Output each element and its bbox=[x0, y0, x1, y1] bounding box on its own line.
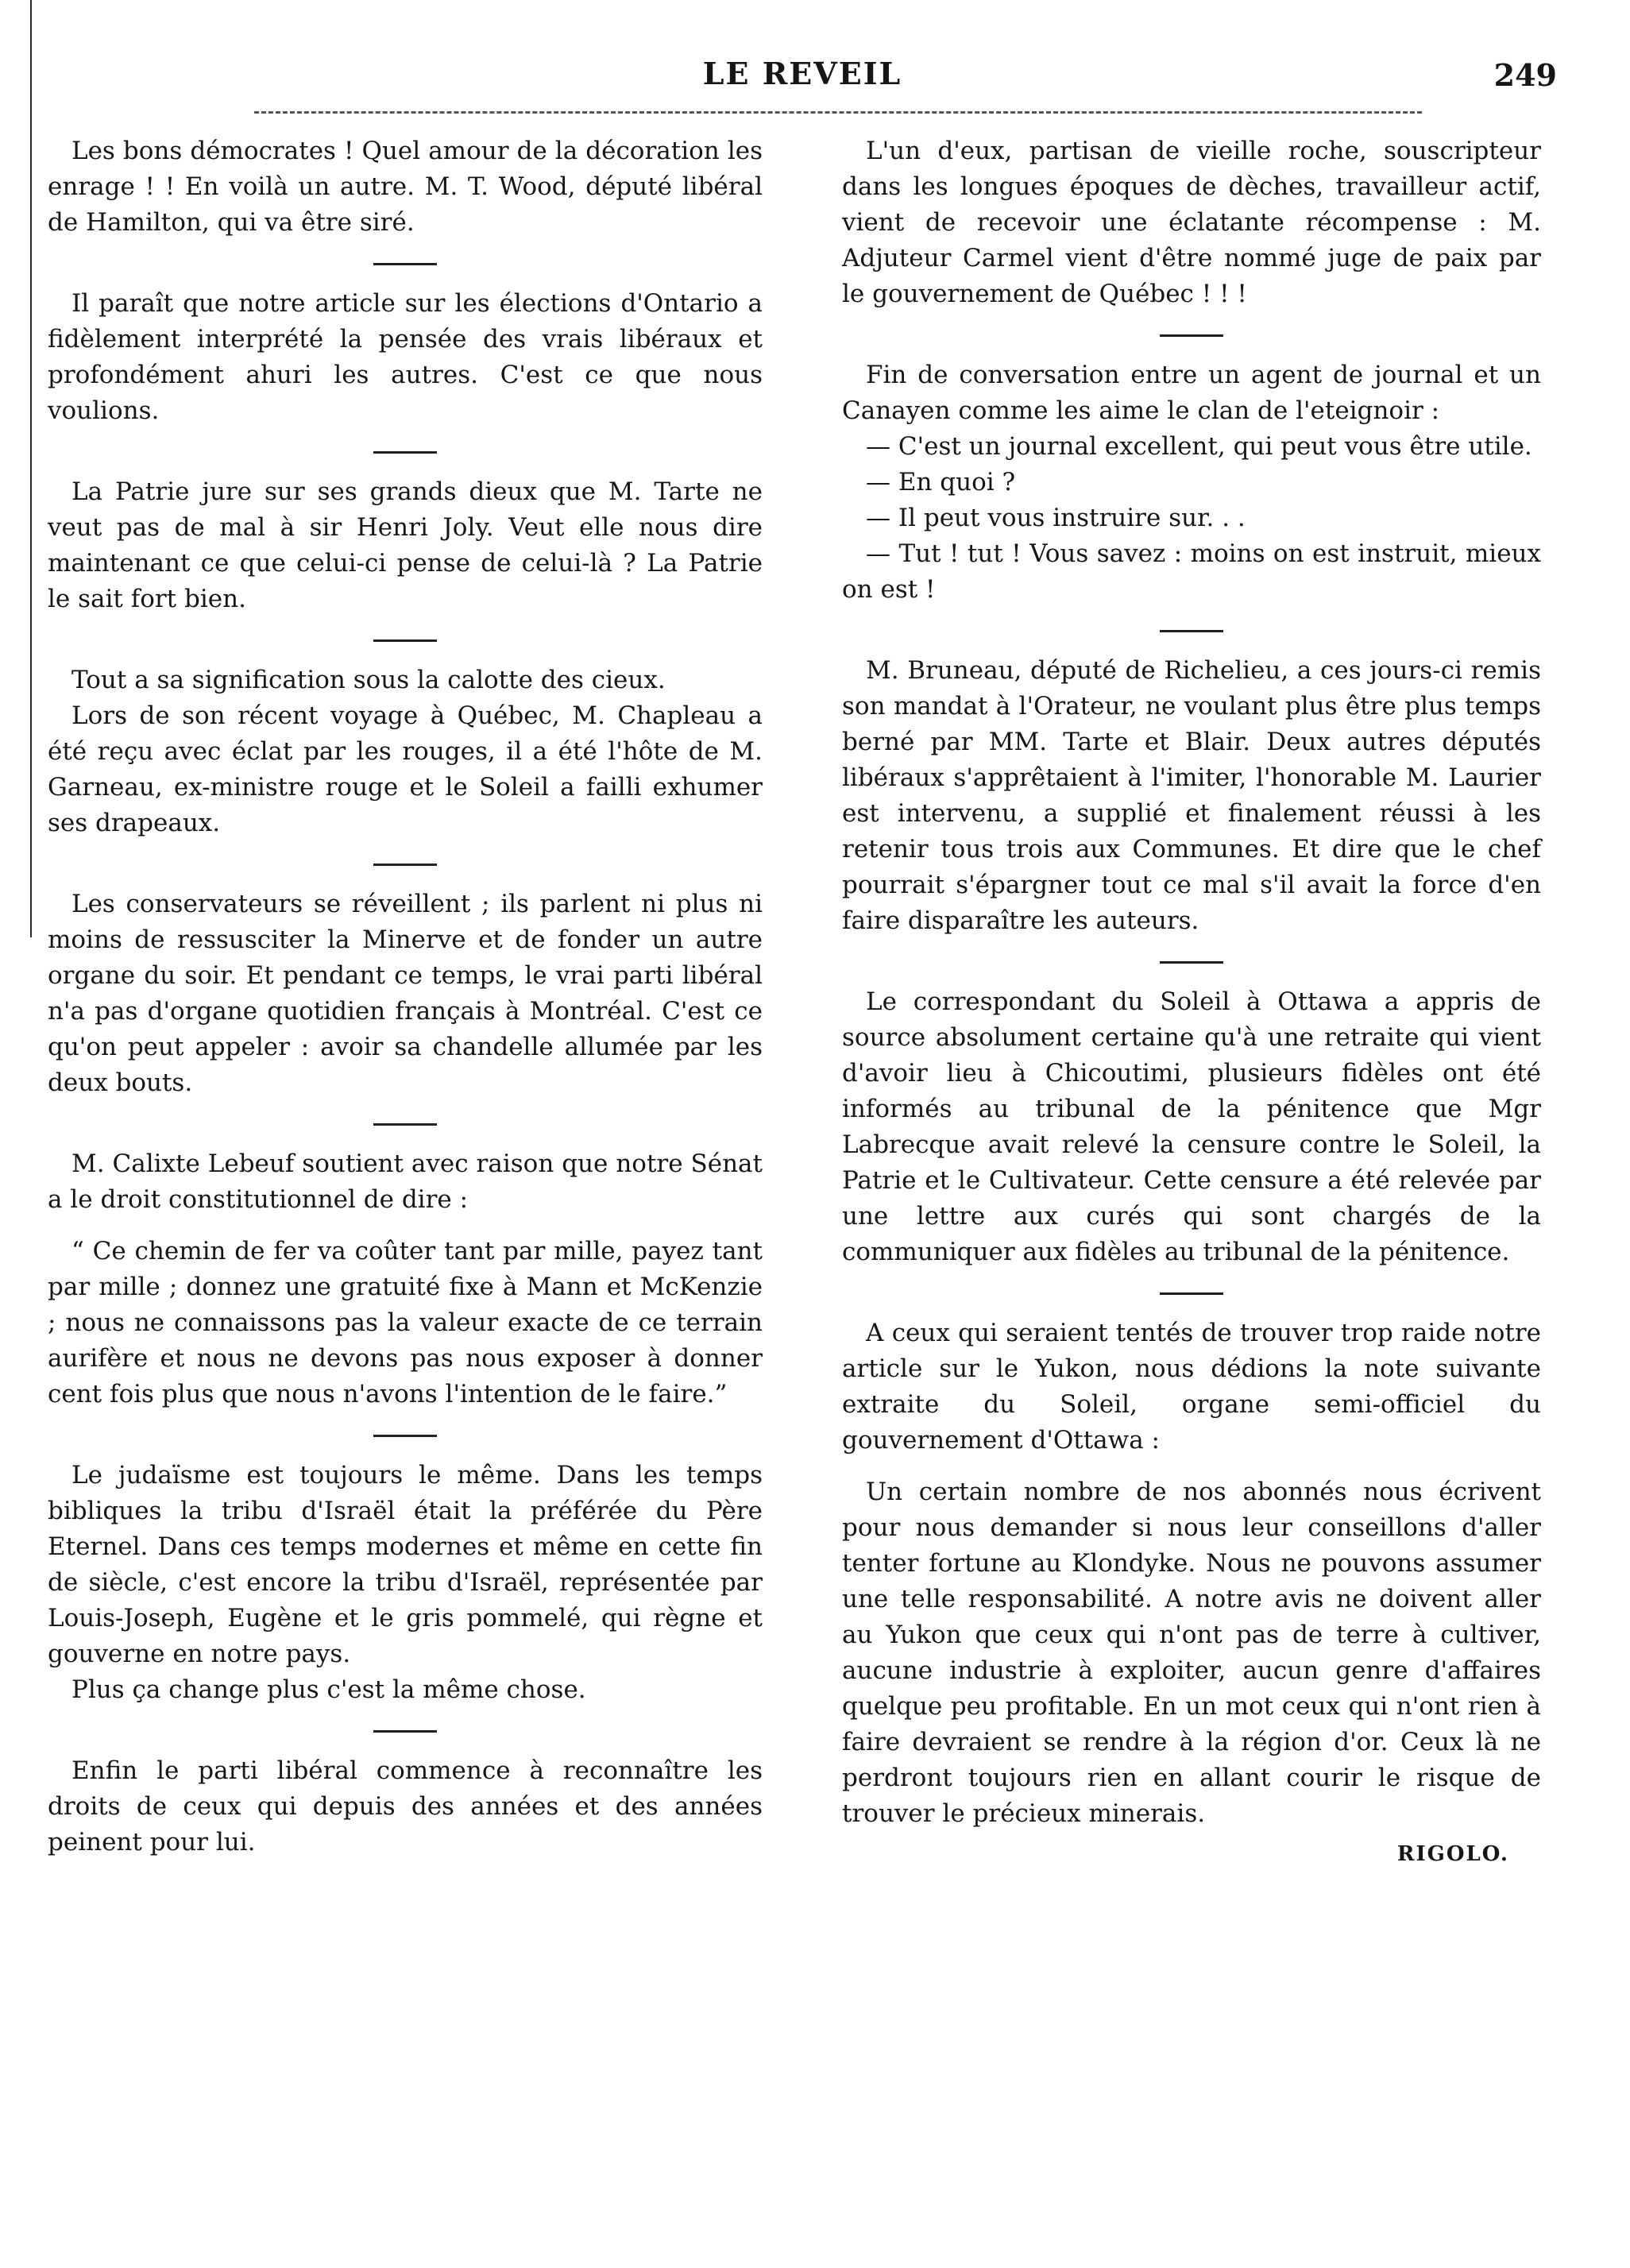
separator-rule bbox=[373, 864, 437, 866]
separator-rule bbox=[1160, 1292, 1223, 1295]
paragraph: Il paraît que notre article sur les élections d'Ontario a fidèlement interprété la pensée des vrais libéraux et profondément ahuri les autres. C'est ce que nous voulions. bbox=[48, 289, 763, 425]
dialogue-line: — En quoi ? bbox=[866, 468, 1016, 496]
left-column bbox=[48, 133, 763, 1860]
separator-rule bbox=[373, 263, 437, 265]
separator-rule bbox=[373, 1123, 437, 1126]
separator-rule bbox=[373, 1730, 437, 1733]
dialogue-line: — Il peut vous instruire sur. . . bbox=[866, 504, 1246, 532]
paragraph: Les bons démocrates ! Quel amour de la décoration les enrage ! ! En voilà un autre. M. T. Wood, député libéral de Hamilton, qui va être siré. bbox=[48, 137, 763, 237]
dialogue-line: — Tut ! tut ! Vous savez : moins on est instruit, mieux on est ! bbox=[842, 539, 1541, 604]
paragraph: M. Bruneau, député de Richelieu, a ces jours-ci remis son mandat à l'Orateur, ne voulant plus être plus temps berné par MM. Tarte et Blair. Deux autres députés libéraux s'apprêtaient à l'imiter, l'honorable M. Laurier est intervenu, a supplié et finalement réussi à les retenir tous trois aux Communes. Et dire que le chef pourrait s'épargner tout ce mal s'il avait la force d'en faire disparaître les auteurs. bbox=[842, 656, 1541, 935]
page-header bbox=[48, 52, 1557, 100]
header-rule bbox=[254, 111, 1422, 114]
paragraph: La Patrie jure sur ses grands dieux que M. Tarte ne veut pas de mal à sir Henri Joly. Veut elle nous dire maintenant ce que celui-ci pense de celui-là ? La Patrie le sait fort bien. bbox=[48, 477, 763, 613]
separator-rule bbox=[373, 1435, 437, 1437]
paragraph: Plus ça change plus c'est la même chose. bbox=[71, 1675, 586, 1704]
quotation: “ Ce chemin de fer va coûter tant par mille, payez tant par mille ; donnez une gratuité fixe à Mann et McKenzie ; nous ne connaissons pas la valeur exacte de ce terrain aurifère et nous ne devons pas nous exposer à donner cent fois plus que nous n'avons l'intention de le faire.” bbox=[48, 1237, 763, 1408]
quotation: Un certain nombre de nos abonnés nous écrivent pour nous demander si nous leur conseillons d'aller tenter fortune au Klondyke. Nous ne pouvons assumer une telle responsabilité. A notre avis ne doivent aller au Yukon que ceux qui n'ont pas de terre à cultiver, aucune industrie à exploiter, aucun genre d'affaires quelque peu profitable. En un mot ceux qui n'ont rien à faire devraient se rendre à la région d'or. Ceux là ne perdront toujours rien en allant courir le risque de trouver le précieux minerais. bbox=[842, 1478, 1541, 1828]
separator-rule bbox=[373, 639, 437, 642]
paragraph: Les conservateurs se réveillent ; ils parlent ni plus ni moins de ressusciter la Minerve et de fonder un autre organe du soir. Et pendant ce temps, le vrai parti libéral n'a pas d'organe quotidien français à Montréal. C'est ce qu'on peut appeler : avoir sa chandelle allumée par les deux bouts. bbox=[48, 890, 763, 1097]
page-number: 249 bbox=[1493, 57, 1557, 93]
paragraph: Lors de son récent voyage à Québec, M. Chapleau a été reçu avec éclat par les rouges, il a été l'hôte de M. Garneau, ex-ministre rouge et le Soleil a failli exhumer ses drapeaux. bbox=[48, 701, 763, 837]
paragraph: M. Calixte Lebeuf soutient avec raison que notre Sénat a le droit constitutionnel de dire : bbox=[48, 1149, 763, 1214]
paragraph: Tout a sa signification sous la calotte des cieux. bbox=[71, 666, 666, 694]
running-title: LE REVEIL bbox=[702, 56, 902, 91]
separator-rule bbox=[1160, 630, 1223, 632]
paragraph: Le judaïsme est toujours le même. Dans les temps bibliques la tribu d'Israël était la préférée du Père Eternel. Dans ces temps modernes et même en cette fin de siècle, c'est encore la tribu d'Israël, représentée par Louis-Joseph, Eugène et le gris pommelé, qui règne et gouverne en notre pays. bbox=[48, 1461, 763, 1668]
paragraph: L'un d'eux, partisan de vieille roche, souscripteur dans les longues époques de dèches, travailleur actif, vient de recevoir une éclatante récompense : M. Adjuteur Carmel vient d'être nommé juge de paix par le gouvernement de Québec ! ! ! bbox=[842, 137, 1541, 308]
separator-rule bbox=[373, 451, 437, 454]
right-column bbox=[842, 133, 1541, 1872]
paragraph: Fin de conversation entre un agent de journal et un Canayen comme les aime le clan de l'eteignoir : bbox=[842, 361, 1541, 425]
dialogue-line: — C'est un journal excellent, qui peut vous être utile. bbox=[866, 432, 1532, 461]
separator-rule bbox=[1160, 961, 1223, 964]
signature: RIGOLO. bbox=[1396, 1842, 1509, 1866]
margin-rule bbox=[30, 0, 32, 937]
paragraph: A ceux qui seraient tentés de trouver trop raide notre article sur le Yukon, nous dédions la note suivante extraite du Soleil, organe semi-officiel du gouvernement d'Ottawa : bbox=[842, 1319, 1541, 1455]
separator-rule bbox=[1160, 334, 1223, 337]
paragraph: Enfin le parti libéral commence à reconnaître les droits de ceux qui depuis des années et des années peinent pour lui. bbox=[48, 1756, 763, 1857]
paragraph: Le correspondant du Soleil à Ottawa a appris de source absolument certaine qu'à une retraite qui vient d'avoir lieu à Chicoutimi, plusieurs fidèles ont été informés au tribunal de la pénitence que Mgr Labrecque avait relevé la censure contre le Soleil, la Patrie et le Cultivateur. Cette censure a été relevée par une lettre aux curés qui sont chargés de la communiquer aux fidèles au tribunal de la pénitence. bbox=[842, 987, 1541, 1266]
